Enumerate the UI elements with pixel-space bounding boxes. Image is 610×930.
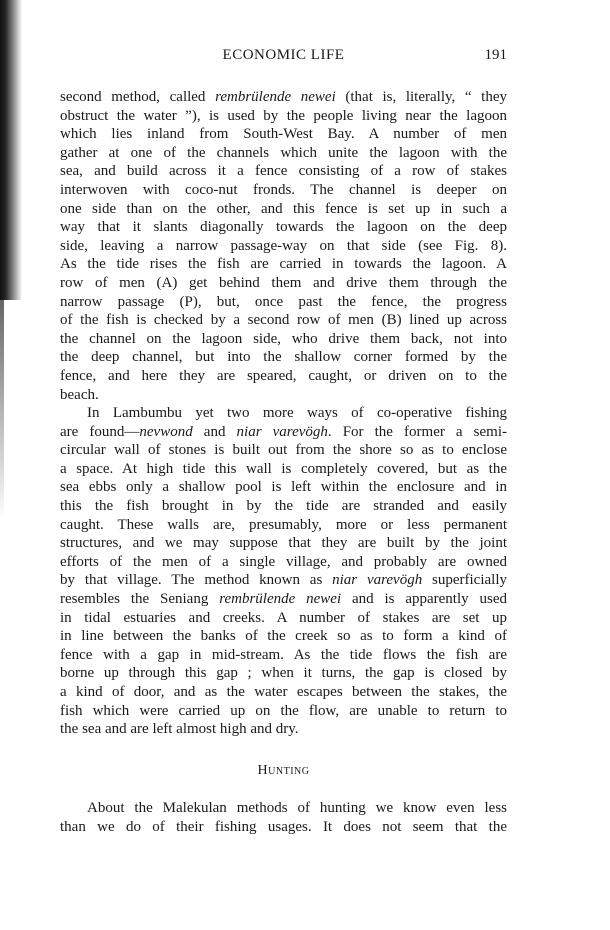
text-span: In Lambumbu yet two more ways of co-operative fishing bbox=[87, 405, 507, 422]
text-line bbox=[60, 460, 507, 479]
text-span: of the fish is checked by a second row of men (B) lined up across bbox=[60, 312, 507, 329]
text-span: by that village. The method known as bbox=[60, 572, 333, 589]
text-span: and bbox=[192, 423, 237, 440]
body-text-continued bbox=[60, 799, 507, 836]
scan-edge-shadow bbox=[0, 300, 4, 520]
text-span: obstruct the water ”), is used by the people living near the lagoon bbox=[60, 107, 507, 124]
text-line bbox=[60, 799, 507, 818]
text-line bbox=[60, 311, 507, 330]
text-span: borne up through this gap ; when it turns, the gap is closed by bbox=[60, 665, 507, 682]
text-span: the channel on the lagoon side, who drive them back, not into bbox=[60, 330, 507, 347]
page-number: 191 bbox=[484, 47, 507, 63]
text-line bbox=[60, 107, 507, 126]
text-span: sea, and build across it a fence consisting of a row of stakes bbox=[60, 163, 507, 180]
text-line bbox=[60, 516, 507, 535]
text-line bbox=[60, 218, 507, 237]
text-line bbox=[60, 478, 507, 497]
text-line bbox=[60, 367, 507, 386]
text-span: fence with a gap in mid-stream. As the tide flows the fish are bbox=[60, 646, 507, 663]
italic-term: niar varevögh bbox=[236, 423, 328, 440]
text-line bbox=[60, 237, 507, 256]
text-line bbox=[60, 330, 507, 349]
text-span: circular wall of stones is built out from the shore so as to enclose bbox=[60, 442, 507, 459]
text-span: are found— bbox=[60, 423, 140, 440]
text-span: narrow passage (P), but, once past the fence, the progress bbox=[60, 293, 507, 310]
text-span: fish which were carried up on the flow, are unable to return to bbox=[60, 702, 507, 719]
text-span: gather at one of the channels which unite the lagoon with the bbox=[60, 144, 507, 161]
scan-edge-shadow bbox=[0, 0, 22, 300]
text-line bbox=[60, 348, 507, 367]
text-span: efforts of the men of a single village, and probably are owned bbox=[60, 553, 507, 570]
text-line bbox=[60, 293, 507, 312]
text-line bbox=[60, 627, 507, 646]
text-line bbox=[60, 609, 507, 628]
text-span: the sea and are left almost high and dry. bbox=[60, 721, 299, 738]
text-span: way that it slants diagonally towards the lagoon on the deep bbox=[60, 219, 507, 236]
text-line bbox=[60, 404, 507, 423]
text-span: structures, and we may suppose that they are built by the joint bbox=[60, 535, 507, 552]
text-span: and is apparently used bbox=[341, 591, 507, 608]
text-span: a kind of door, and as the water escapes between the stakes, the bbox=[60, 684, 507, 700]
text-span: As the tide rises the fish are carried in towards the lagoon. A bbox=[60, 256, 507, 273]
text-span: a space. At high tide this wall is completely covered, but as the bbox=[60, 460, 507, 477]
text-line bbox=[60, 497, 507, 516]
text-line bbox=[60, 200, 507, 219]
text-line bbox=[60, 664, 507, 683]
text-line bbox=[60, 720, 507, 739]
text-span: (that is, literally, “ they bbox=[335, 89, 507, 105]
text-span: About the Malekulan methods of hunting we know even less bbox=[87, 800, 507, 816]
text-span: caught. These walls are, presumably, more or less permanent bbox=[60, 516, 507, 533]
text-line bbox=[60, 274, 507, 293]
text-line bbox=[60, 125, 507, 144]
text-line bbox=[60, 646, 507, 665]
text-line bbox=[60, 423, 507, 442]
text-span: this the fish brought in by the tide are stranded and easily bbox=[60, 498, 507, 515]
text-line bbox=[60, 534, 507, 553]
text-span: side, leaving a narrow passage-way on that side (see Fig. 8). bbox=[60, 237, 507, 254]
text-span: . For the former a semi- bbox=[327, 423, 507, 440]
text-span: sea ebbs only a shallow pool is left within the enclosure and in bbox=[60, 479, 507, 496]
text-line bbox=[60, 590, 507, 609]
text-span: in tidal estuaries and creeks. A number of stakes are set up bbox=[60, 609, 507, 626]
text-span: beach. bbox=[60, 386, 99, 403]
italic-term: rembrülende newei bbox=[215, 89, 336, 105]
text-span: which lies inland from South-West Bay. A number of men bbox=[60, 126, 507, 143]
italic-term: rembrülende newei bbox=[219, 591, 342, 608]
italic-term: niar varevögh bbox=[332, 572, 423, 589]
text-line bbox=[60, 162, 507, 181]
text-line bbox=[60, 255, 507, 274]
text-line bbox=[60, 683, 507, 702]
italic-term: nevwond bbox=[139, 423, 193, 440]
text-span: than we do of their fishing usages. It does not seem that the bbox=[60, 818, 507, 835]
text-line bbox=[60, 441, 507, 460]
text-span: interwoven with coco-nut fronds. The channel is deeper on bbox=[60, 181, 507, 198]
page-header bbox=[60, 47, 507, 67]
text-span: fence, and here they are speared, caught, or driven on to the bbox=[60, 367, 507, 384]
text-line bbox=[60, 144, 507, 163]
running-title: ECONOMIC LIFE bbox=[222, 47, 345, 63]
text-span: second method, called bbox=[60, 89, 216, 105]
text-span: resembles the Seniang bbox=[60, 591, 220, 608]
text-line bbox=[60, 181, 507, 200]
text-span: one side than on the other, and this fence is set up in such a bbox=[60, 200, 507, 217]
text-line bbox=[60, 702, 507, 721]
text-span: superficially bbox=[422, 572, 507, 589]
body-text bbox=[60, 88, 507, 739]
text-span: in line between the banks of the creek so as to form a kind of bbox=[60, 628, 507, 645]
section-heading: Hunting bbox=[257, 763, 310, 778]
text-line bbox=[60, 818, 507, 837]
text-span: the deep channel, but into the shallow corner formed by the bbox=[60, 349, 507, 366]
text-line bbox=[60, 386, 507, 405]
text-span: row of men (A) get behind them and drive them through the bbox=[60, 274, 507, 291]
text-line bbox=[60, 571, 507, 590]
text-line bbox=[60, 88, 507, 107]
text-line bbox=[60, 553, 507, 572]
